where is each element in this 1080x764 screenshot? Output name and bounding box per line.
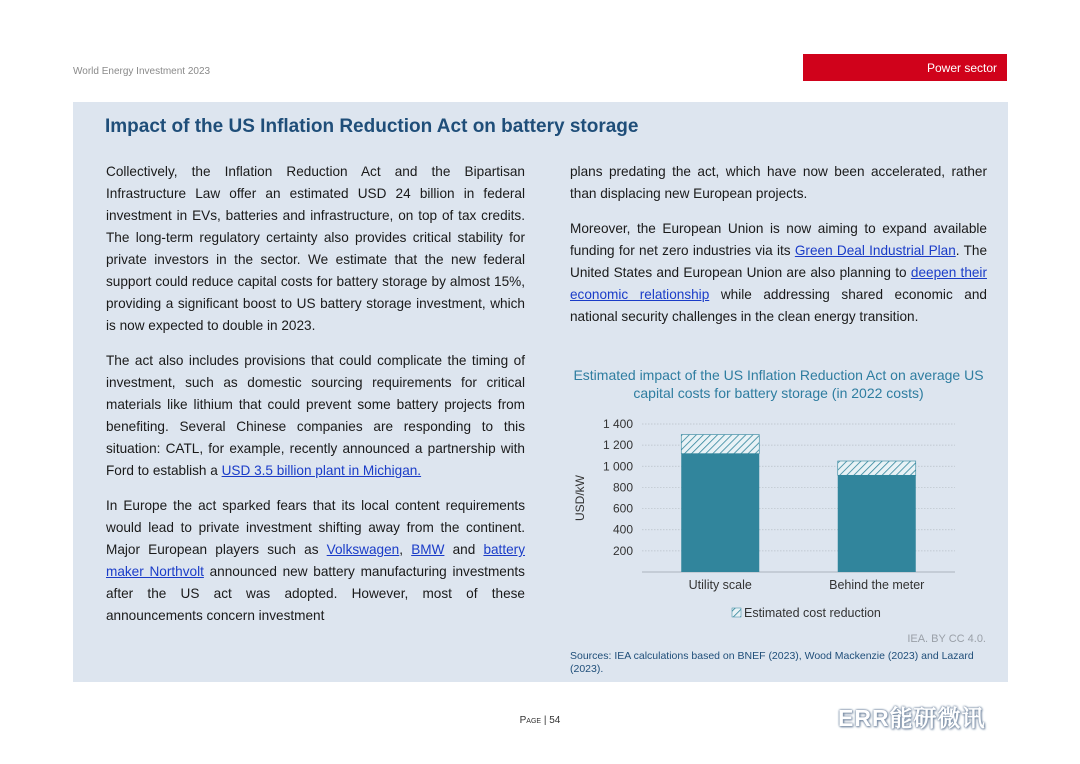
separator-text: , (399, 542, 412, 557)
michigan-plant-link[interactable]: USD 3.5 billion plant in Michigan. (221, 463, 422, 478)
separator-text: and (444, 542, 484, 557)
chart-title: Estimated impact of the US Inflation Reduction Act on average US capital costs for battery storage (in 2022 costs) (573, 367, 984, 401)
left-column (106, 161, 525, 640)
section-tab[interactable]: Power sector (803, 54, 1007, 81)
paragraph-5-text: Moreover, the European Union is now aiming to expand available funding for net zero industries via its (570, 221, 987, 258)
y-tick-label: 800 (612, 480, 633, 495)
page-word: Page (519, 715, 542, 726)
report-title: World Energy Investment 2023 (73, 66, 211, 77)
y-tick-label: 1 000 (602, 459, 633, 474)
bar-capital-cost (681, 454, 759, 572)
paragraph-4: plans predating the act, which have now been accelerated, rather than displacing new European projects. (570, 164, 987, 201)
bar-capital-cost (838, 475, 916, 572)
page-separator: | (541, 715, 550, 726)
paragraph-2-text: The act also includes provisions that could complicate the timing of investment, such as domestic sourcing requirements for critical materials like lithium that could prevent some battery projects from benefiting. Several Chinese companies are responding to this situation: CATL, for example, recently announced a partnership with Ford to establish a (106, 353, 525, 478)
volkswagen-link[interactable]: Volkswagen (326, 542, 400, 557)
y-tick-label: 200 (612, 543, 633, 558)
paragraph-5-mid-text: . The United States and European Union are also planning to (570, 243, 988, 280)
y-tick-label: 600 (612, 501, 633, 516)
page-number-value: 54 (549, 715, 561, 726)
y-tick-label: 400 (612, 522, 633, 537)
right-column (570, 161, 987, 341)
x-tick-label: Behind the meter (829, 578, 925, 592)
y-tick-label: 1 200 (602, 438, 633, 453)
paragraph-3-text: In Europe the act sparked fears that its local content requirements would lead to private investment shifting away from the continent. Major European players such as (106, 498, 525, 557)
economic-relationship-link[interactable]: deepen their economic relationship (570, 265, 987, 302)
watermark: ERR能研微讯 (838, 705, 986, 731)
box-title: Impact of the US Inflation Reduction Act on battery storage (105, 116, 639, 137)
paragraph-1: Collectively, the Inflation Reduction Act and the Bipartisan Infrastructure Law offer an estimated USD 24 billion in federal investment in EVs, batteries and infrastructure, on top of tax credits. The long-term regulatory certainty also provides critical stability for private investors in the sector. We estimate that the new federal support could reduce capital costs for battery storage by almost 15%, providing a significant boost to US battery storage investment, which is now expected to double in 2023. (106, 164, 525, 333)
bmw-link[interactable]: BMW (411, 542, 445, 557)
paragraph-3 (106, 495, 525, 627)
x-tick-label: Utility scale (688, 578, 752, 592)
bar-chart (570, 412, 990, 622)
legend-swatch (732, 608, 741, 617)
paragraph-3-end-text: announced new battery manufacturing investments after the US act was adopted. However, most of these announcements concern investment (106, 564, 525, 623)
paragraph-2 (106, 350, 525, 482)
paragraph-5-end-text: while addressing shared economic and national security challenges in the clean energy transition. (570, 287, 987, 324)
bar-cost-reduction (681, 435, 759, 454)
sources-note: Sources: IEA calculations based on BNEF (2023), Wood Mackenzie (2023) and Lazard (2023). (570, 650, 974, 675)
bar-cost-reduction (838, 461, 916, 475)
paragraph-5 (570, 218, 987, 328)
northvolt-link[interactable]: battery maker Northvolt (106, 542, 525, 579)
y-tick-label: 1 400 (602, 417, 633, 431)
y-axis-label: USD/kW (573, 475, 587, 521)
green-deal-link[interactable]: Green Deal Industrial Plan (794, 243, 956, 258)
info-box (73, 102, 1008, 682)
credit-line: IEA. BY CC 4.0. (907, 633, 986, 645)
legend-label: Estimated cost reduction (744, 606, 881, 620)
